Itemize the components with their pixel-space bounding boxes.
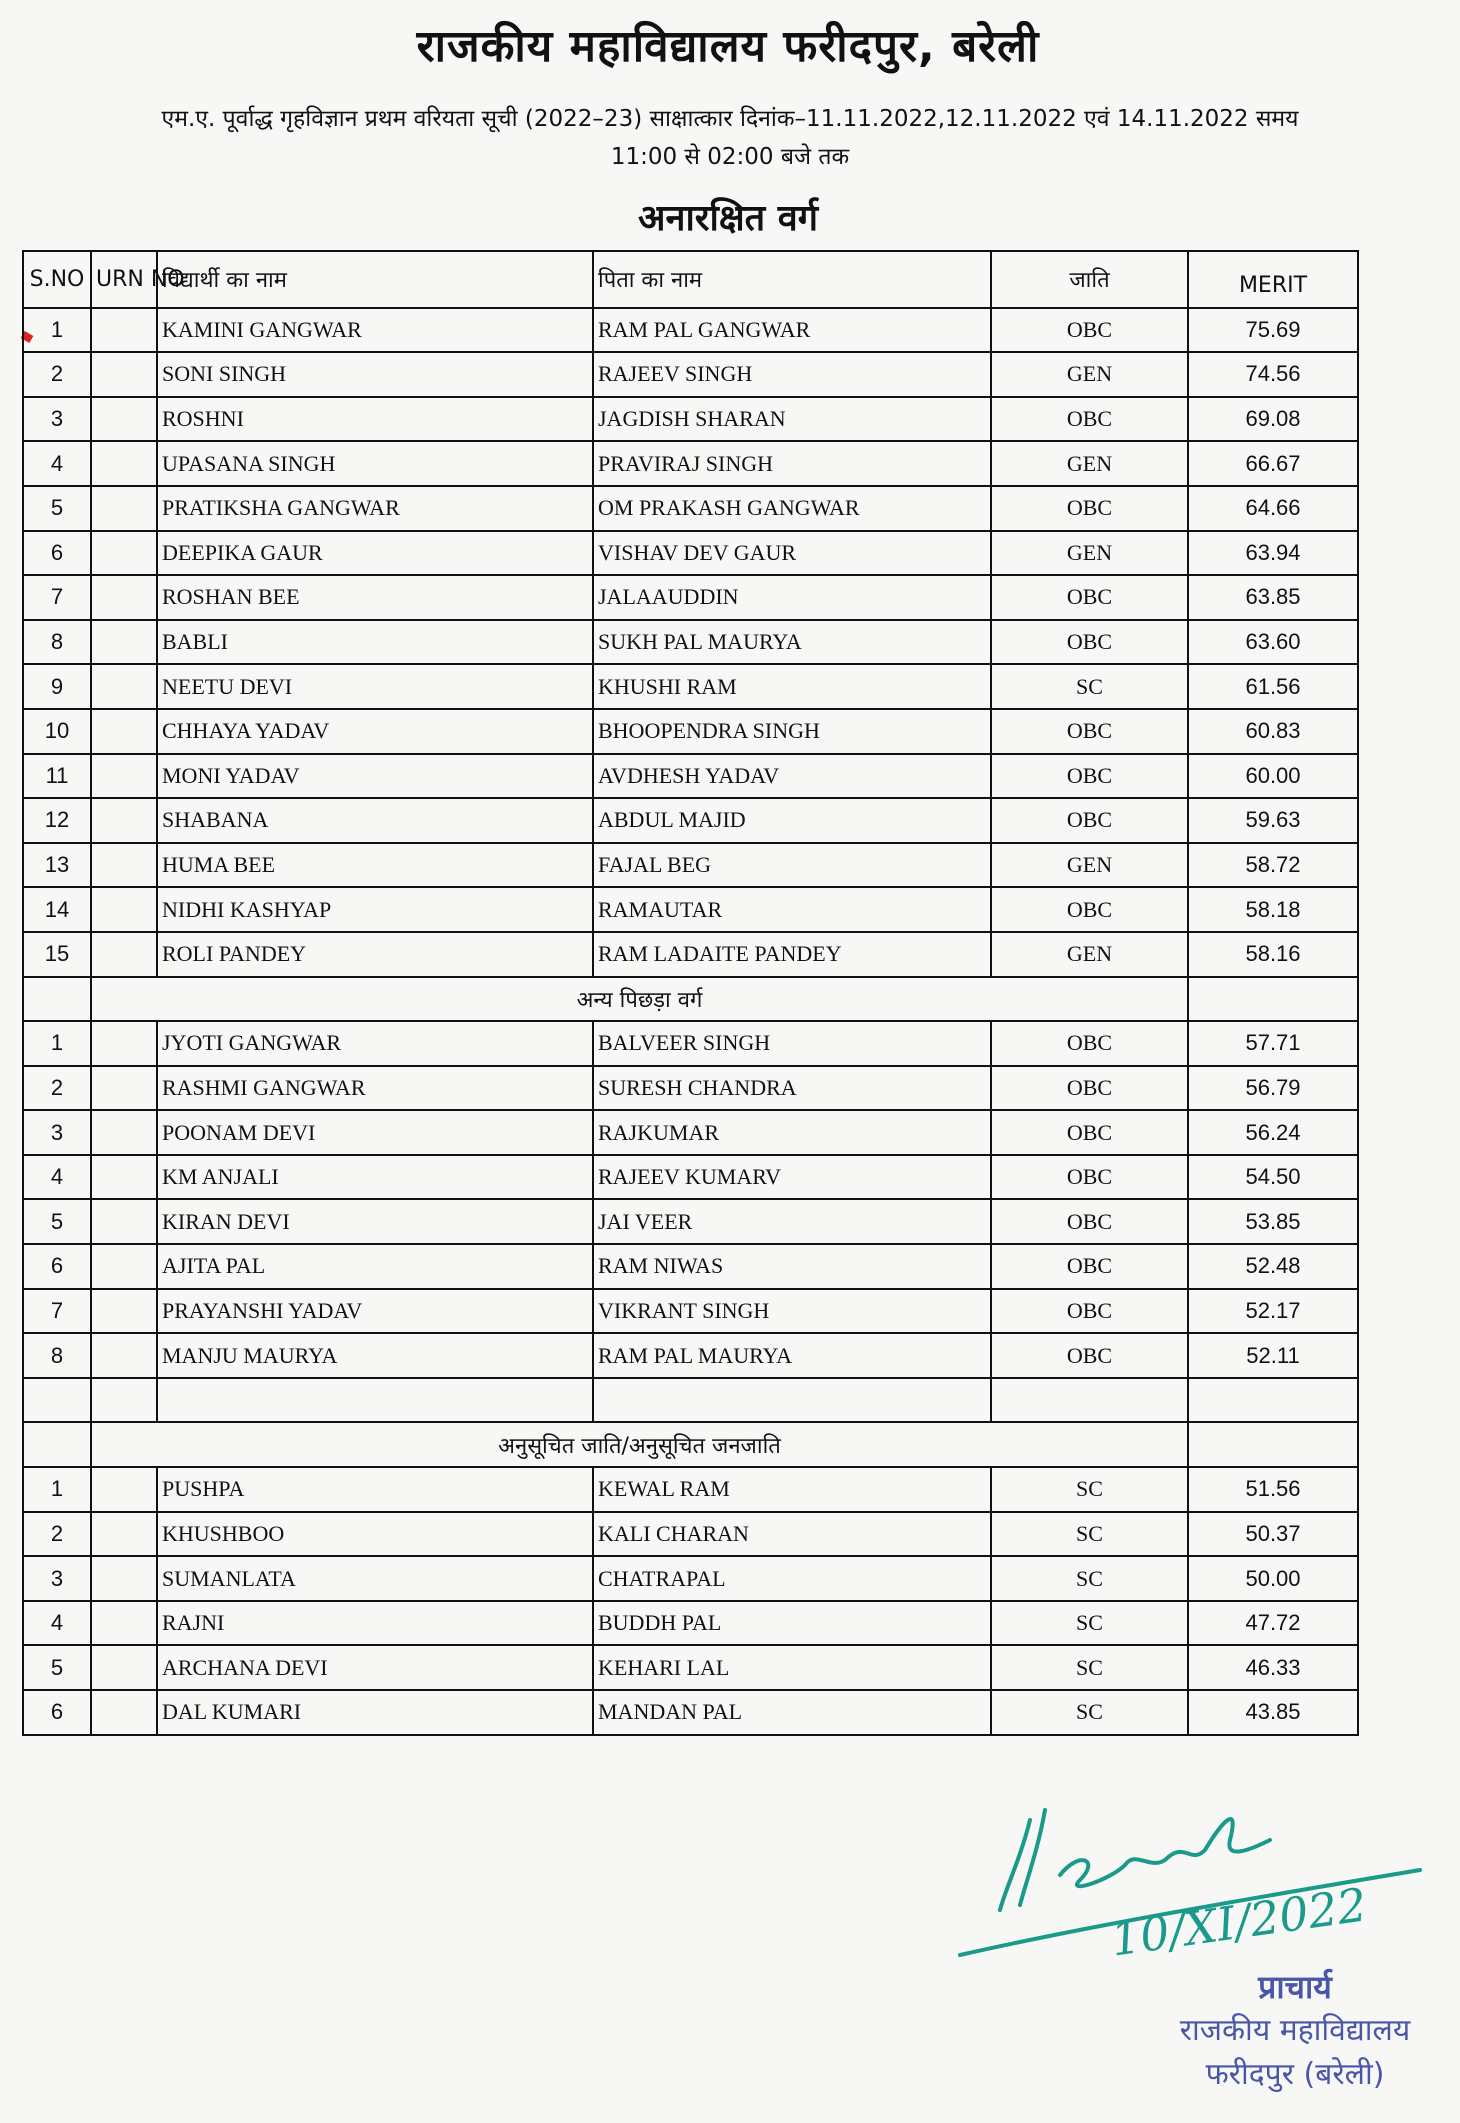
row-caste: OBC bbox=[991, 1066, 1188, 1111]
row-caste: OBC bbox=[991, 709, 1188, 754]
row-student-name: KHUSHBOO bbox=[157, 1512, 593, 1557]
row-caste: SC bbox=[991, 1512, 1188, 1557]
row-caste: OBC bbox=[991, 1110, 1188, 1155]
row-student-name: DEEPIKA GAUR bbox=[157, 531, 593, 576]
row-merit: 74.56 bbox=[1188, 352, 1358, 397]
table-row bbox=[23, 1645, 1358, 1690]
row-student-name: NIDHI KASHYAP bbox=[157, 887, 593, 932]
row-merit: 51.56 bbox=[1188, 1467, 1358, 1512]
row-student-name: JYOTI GANGWAR bbox=[157, 1021, 593, 1066]
row-merit: 58.16 bbox=[1188, 932, 1358, 977]
row-urn bbox=[91, 798, 157, 843]
row-father-name: OM PRAKASH GANGWAR bbox=[593, 486, 991, 531]
sc-section bbox=[23, 1378, 1358, 1467]
row-urn bbox=[91, 1645, 157, 1690]
row-sno: 4 bbox=[23, 1155, 91, 1200]
row-father-name: AVDHESH YADAV bbox=[593, 754, 991, 799]
principal-stamp bbox=[1130, 1965, 1460, 2097]
table-row bbox=[23, 1601, 1358, 1646]
row-merit: 50.00 bbox=[1188, 1556, 1358, 1601]
row-student-name: AJITA PAL bbox=[157, 1244, 593, 1289]
row-student-name: PRATIKSHA GANGWAR bbox=[157, 486, 593, 531]
row-caste: GEN bbox=[991, 441, 1188, 486]
header-sno: S.NO bbox=[23, 251, 91, 308]
row-caste: OBC bbox=[991, 1244, 1188, 1289]
section-title-sc: अनुसूचित जाति/अनुसूचित जनजाति bbox=[91, 1422, 1188, 1467]
blank-cell bbox=[23, 1422, 91, 1467]
row-student-name: HUMA BEE bbox=[157, 843, 593, 888]
row-student-name: RAJNI bbox=[157, 1601, 593, 1646]
row-urn bbox=[91, 1601, 157, 1646]
row-caste: GEN bbox=[991, 932, 1188, 977]
table-row bbox=[23, 1690, 1358, 1735]
row-merit: 64.66 bbox=[1188, 486, 1358, 531]
row-caste: OBC bbox=[991, 397, 1188, 442]
row-student-name: NEETU DEVI bbox=[157, 664, 593, 709]
row-urn bbox=[91, 441, 157, 486]
row-student-name: KIRAN DEVI bbox=[157, 1199, 593, 1244]
row-sno: 10 bbox=[23, 709, 91, 754]
row-sno: 3 bbox=[23, 1556, 91, 1601]
row-merit: 60.83 bbox=[1188, 709, 1358, 754]
row-sno: 5 bbox=[23, 486, 91, 531]
row-merit: 59.63 bbox=[1188, 798, 1358, 843]
table-row bbox=[23, 352, 1358, 397]
row-urn bbox=[91, 754, 157, 799]
table-row bbox=[23, 620, 1358, 665]
stamp-place: फरीदपुर (बरेली) bbox=[1205, 2057, 1385, 2092]
row-urn bbox=[91, 1066, 157, 1111]
row-merit: 52.48 bbox=[1188, 1244, 1358, 1289]
row-urn bbox=[91, 1155, 157, 1200]
row-merit: 57.71 bbox=[1188, 1021, 1358, 1066]
row-father-name: JAI VEER bbox=[593, 1199, 991, 1244]
row-urn bbox=[91, 397, 157, 442]
row-sno: 4 bbox=[23, 441, 91, 486]
row-student-name: ARCHANA DEVI bbox=[157, 1645, 593, 1690]
row-student-name: KAMINI GANGWAR bbox=[157, 308, 593, 353]
row-caste: OBC bbox=[991, 620, 1188, 665]
row-sno: 5 bbox=[23, 1645, 91, 1690]
row-urn bbox=[91, 308, 157, 353]
section-row-obc bbox=[23, 977, 1358, 1022]
row-sno: 2 bbox=[23, 352, 91, 397]
row-urn bbox=[91, 1289, 157, 1334]
row-sno: 5 bbox=[23, 1199, 91, 1244]
list-subtitle bbox=[30, 100, 1430, 176]
header-student-name: विद्यार्थी का नाम bbox=[157, 251, 593, 308]
row-father-name: KEHARI LAL bbox=[593, 1645, 991, 1690]
row-father-name: CHATRAPAL bbox=[593, 1556, 991, 1601]
row-student-name: SUMANLATA bbox=[157, 1556, 593, 1601]
row-father-name: SURESH CHANDRA bbox=[593, 1066, 991, 1111]
row-urn bbox=[91, 1467, 157, 1512]
row-father-name: RAJEEV KUMARV bbox=[593, 1155, 991, 1200]
row-sno: 9 bbox=[23, 664, 91, 709]
row-father-name: FAJAL BEG bbox=[593, 843, 991, 888]
row-student-name: ROLI PANDEY bbox=[157, 932, 593, 977]
row-student-name: DAL KUMARI bbox=[157, 1690, 593, 1735]
signature-date: 10/XI/2022 bbox=[1107, 1877, 1371, 1967]
row-father-name: RAJKUMAR bbox=[593, 1110, 991, 1155]
row-student-name: PRAYANSHI YADAV bbox=[157, 1289, 593, 1334]
row-urn bbox=[91, 1512, 157, 1557]
section-row-sc bbox=[23, 1422, 1358, 1467]
row-merit: 69.08 bbox=[1188, 397, 1358, 442]
row-sno: 11 bbox=[23, 754, 91, 799]
blank-cell bbox=[23, 977, 91, 1022]
row-sno: 6 bbox=[23, 1244, 91, 1289]
row-father-name: SUKH PAL MAURYA bbox=[593, 620, 991, 665]
row-father-name: RAMAUTAR bbox=[593, 887, 991, 932]
row-father-name: BUDDH PAL bbox=[593, 1601, 991, 1646]
empty-row bbox=[23, 1378, 1358, 1423]
row-urn bbox=[91, 1110, 157, 1155]
row-caste: OBC bbox=[991, 754, 1188, 799]
table-row bbox=[23, 664, 1358, 709]
subtitle-line-1: एम.ए. पूर्वाद्ध गृहविज्ञान प्रथम वरियता सूची (2022–23) साक्षात्कार दिनांक–11.11.2022,12.11.2022 एवं 14.11.2022 समय bbox=[161, 106, 1299, 132]
row-merit: 43.85 bbox=[1188, 1690, 1358, 1735]
row-caste: OBC bbox=[991, 887, 1188, 932]
table-row bbox=[23, 1556, 1358, 1601]
row-urn bbox=[91, 575, 157, 620]
row-father-name: ABDUL MAJID bbox=[593, 798, 991, 843]
row-father-name: KHUSHI RAM bbox=[593, 664, 991, 709]
header-caste: जाति bbox=[991, 251, 1188, 308]
row-caste: SC bbox=[991, 1690, 1188, 1735]
row-caste: SC bbox=[991, 664, 1188, 709]
row-merit: 61.56 bbox=[1188, 664, 1358, 709]
row-caste: OBC bbox=[991, 798, 1188, 843]
row-merit: 75.69 bbox=[1188, 308, 1358, 353]
row-merit: 58.18 bbox=[1188, 887, 1358, 932]
row-urn bbox=[91, 1244, 157, 1289]
row-sno: 13 bbox=[23, 843, 91, 888]
row-urn bbox=[91, 1199, 157, 1244]
row-student-name: MANJU MAURYA bbox=[157, 1333, 593, 1378]
table-row bbox=[23, 1155, 1358, 1200]
row-student-name: POONAM DEVI bbox=[157, 1110, 593, 1155]
obc-section bbox=[23, 977, 1358, 1022]
header-merit: MERIT bbox=[1188, 251, 1358, 308]
row-father-name: RAM LADAITE PANDEY bbox=[593, 932, 991, 977]
row-merit: 54.50 bbox=[1188, 1155, 1358, 1200]
row-merit: 53.85 bbox=[1188, 1199, 1358, 1244]
row-urn bbox=[91, 1556, 157, 1601]
row-sno: 3 bbox=[23, 1110, 91, 1155]
merit-table bbox=[22, 250, 1359, 1736]
row-sno: 7 bbox=[23, 575, 91, 620]
row-caste: OBC bbox=[991, 1199, 1188, 1244]
row-father-name: VISHAV DEV GAUR bbox=[593, 531, 991, 576]
table-row bbox=[23, 754, 1358, 799]
general-rows bbox=[23, 308, 1358, 977]
row-sno: 7 bbox=[23, 1289, 91, 1334]
row-student-name: BABLI bbox=[157, 620, 593, 665]
header-father-name: पिता का नाम bbox=[593, 251, 991, 308]
row-caste: OBC bbox=[991, 575, 1188, 620]
row-merit: 66.67 bbox=[1188, 441, 1358, 486]
row-caste: GEN bbox=[991, 531, 1188, 576]
row-student-name: PUSHPA bbox=[157, 1467, 593, 1512]
college-title: राजकीय महाविद्यालय फरीदपुर, बरेली bbox=[416, 21, 1040, 72]
row-merit: 56.24 bbox=[1188, 1110, 1358, 1155]
row-father-name: PRAVIRAJ SINGH bbox=[593, 441, 991, 486]
row-father-name: BHOOPENDRA SINGH bbox=[593, 709, 991, 754]
table-row bbox=[23, 1289, 1358, 1334]
row-father-name: BALVEER SINGH bbox=[593, 1021, 991, 1066]
obc-rows bbox=[23, 1021, 1358, 1378]
row-student-name: UPASANA SINGH bbox=[157, 441, 593, 486]
row-student-name: MONI YADAV bbox=[157, 754, 593, 799]
table-row bbox=[23, 531, 1358, 576]
table-row bbox=[23, 709, 1358, 754]
row-sno: 8 bbox=[23, 1333, 91, 1378]
row-father-name: RAM PAL MAURYA bbox=[593, 1333, 991, 1378]
row-urn bbox=[91, 531, 157, 576]
row-caste: SC bbox=[991, 1601, 1188, 1646]
row-sno: 6 bbox=[23, 531, 91, 576]
row-caste: OBC bbox=[991, 486, 1188, 531]
row-urn bbox=[91, 932, 157, 977]
row-urn bbox=[91, 664, 157, 709]
row-merit: 46.33 bbox=[1188, 1645, 1358, 1690]
table-row bbox=[23, 1199, 1358, 1244]
row-urn bbox=[91, 1333, 157, 1378]
row-caste: SC bbox=[991, 1556, 1188, 1601]
row-urn bbox=[91, 709, 157, 754]
row-caste: GEN bbox=[991, 843, 1188, 888]
stamp-college: राजकीय महाविद्यालय bbox=[1179, 2013, 1411, 2048]
row-sno: 3 bbox=[23, 397, 91, 442]
row-merit: 63.60 bbox=[1188, 620, 1358, 665]
blank-cell bbox=[1188, 977, 1358, 1022]
row-student-name: SONI SINGH bbox=[157, 352, 593, 397]
row-merit: 47.72 bbox=[1188, 1601, 1358, 1646]
row-caste: OBC bbox=[991, 1021, 1188, 1066]
row-merit: 52.11 bbox=[1188, 1333, 1358, 1378]
row-urn bbox=[91, 486, 157, 531]
row-caste: OBC bbox=[991, 1155, 1188, 1200]
row-urn bbox=[91, 1021, 157, 1066]
row-father-name: VIKRANT SINGH bbox=[593, 1289, 991, 1334]
stamp-designation: प्राचार्य bbox=[1258, 1968, 1332, 2006]
row-sno: 1 bbox=[23, 308, 91, 353]
row-student-name: ROSHNI bbox=[157, 397, 593, 442]
row-student-name: KM ANJALI bbox=[157, 1155, 593, 1200]
row-student-name: CHHAYA YADAV bbox=[157, 709, 593, 754]
row-urn bbox=[91, 843, 157, 888]
table-row bbox=[23, 932, 1358, 977]
row-father-name: RAM PAL GANGWAR bbox=[593, 308, 991, 353]
row-sno: 14 bbox=[23, 887, 91, 932]
row-sno: 8 bbox=[23, 620, 91, 665]
row-student-name: RASHMI GANGWAR bbox=[157, 1066, 593, 1111]
header-urn: URN NO bbox=[91, 251, 157, 308]
row-sno: 6 bbox=[23, 1690, 91, 1735]
table-row bbox=[23, 1066, 1358, 1111]
row-caste: OBC bbox=[991, 1333, 1188, 1378]
row-merit: 50.37 bbox=[1188, 1512, 1358, 1557]
table-header-row bbox=[23, 251, 1358, 308]
row-caste: SC bbox=[991, 1645, 1188, 1690]
table-row bbox=[23, 397, 1358, 442]
table-row bbox=[23, 798, 1358, 843]
blank-cell bbox=[1188, 1422, 1358, 1467]
row-caste: SC bbox=[991, 1467, 1188, 1512]
row-student-name: SHABANA bbox=[157, 798, 593, 843]
row-student-name: ROSHAN BEE bbox=[157, 575, 593, 620]
table-row bbox=[23, 1512, 1358, 1557]
table-row bbox=[23, 308, 1358, 353]
section-title-general: अनारक्षित वर्ग bbox=[637, 198, 818, 239]
row-merit: 63.94 bbox=[1188, 531, 1358, 576]
row-urn bbox=[91, 352, 157, 397]
row-merit: 52.17 bbox=[1188, 1289, 1358, 1334]
row-father-name: KEWAL RAM bbox=[593, 1467, 991, 1512]
row-father-name: MANDAN PAL bbox=[593, 1690, 991, 1735]
row-urn bbox=[91, 1690, 157, 1735]
row-sno: 1 bbox=[23, 1021, 91, 1066]
table-row bbox=[23, 1110, 1358, 1155]
row-sno: 15 bbox=[23, 932, 91, 977]
row-sno: 1 bbox=[23, 1467, 91, 1512]
row-sno: 4 bbox=[23, 1601, 91, 1646]
section-title-obc: अन्य पिछड़ा वर्ग bbox=[91, 977, 1188, 1022]
table-row bbox=[23, 1021, 1358, 1066]
table-row bbox=[23, 441, 1358, 486]
row-sno: 12 bbox=[23, 798, 91, 843]
table-row bbox=[23, 887, 1358, 932]
row-sno: 2 bbox=[23, 1066, 91, 1111]
row-caste: OBC bbox=[991, 1289, 1188, 1334]
row-merit: 56.79 bbox=[1188, 1066, 1358, 1111]
table-row bbox=[23, 575, 1358, 620]
row-father-name: RAM NIWAS bbox=[593, 1244, 991, 1289]
row-father-name: JAGDISH SHARAN bbox=[593, 397, 991, 442]
row-caste: OBC bbox=[991, 308, 1188, 353]
subtitle-line-2: 11:00 से 02:00 बजे तक bbox=[610, 144, 850, 170]
row-sno: 2 bbox=[23, 1512, 91, 1557]
row-father-name: RAJEEV SINGH bbox=[593, 352, 991, 397]
table-row bbox=[23, 1244, 1358, 1289]
sc-rows bbox=[23, 1467, 1358, 1735]
row-father-name: JALAAUDDIN bbox=[593, 575, 991, 620]
table-row bbox=[23, 843, 1358, 888]
table-row bbox=[23, 1467, 1358, 1512]
row-merit: 63.85 bbox=[1188, 575, 1358, 620]
table-row bbox=[23, 486, 1358, 531]
row-father-name: KALI CHARAN bbox=[593, 1512, 991, 1557]
row-urn bbox=[91, 620, 157, 665]
row-caste: GEN bbox=[991, 352, 1188, 397]
table-row bbox=[23, 1333, 1358, 1378]
row-urn bbox=[91, 887, 157, 932]
row-merit: 60.00 bbox=[1188, 754, 1358, 799]
row-merit: 58.72 bbox=[1188, 843, 1358, 888]
